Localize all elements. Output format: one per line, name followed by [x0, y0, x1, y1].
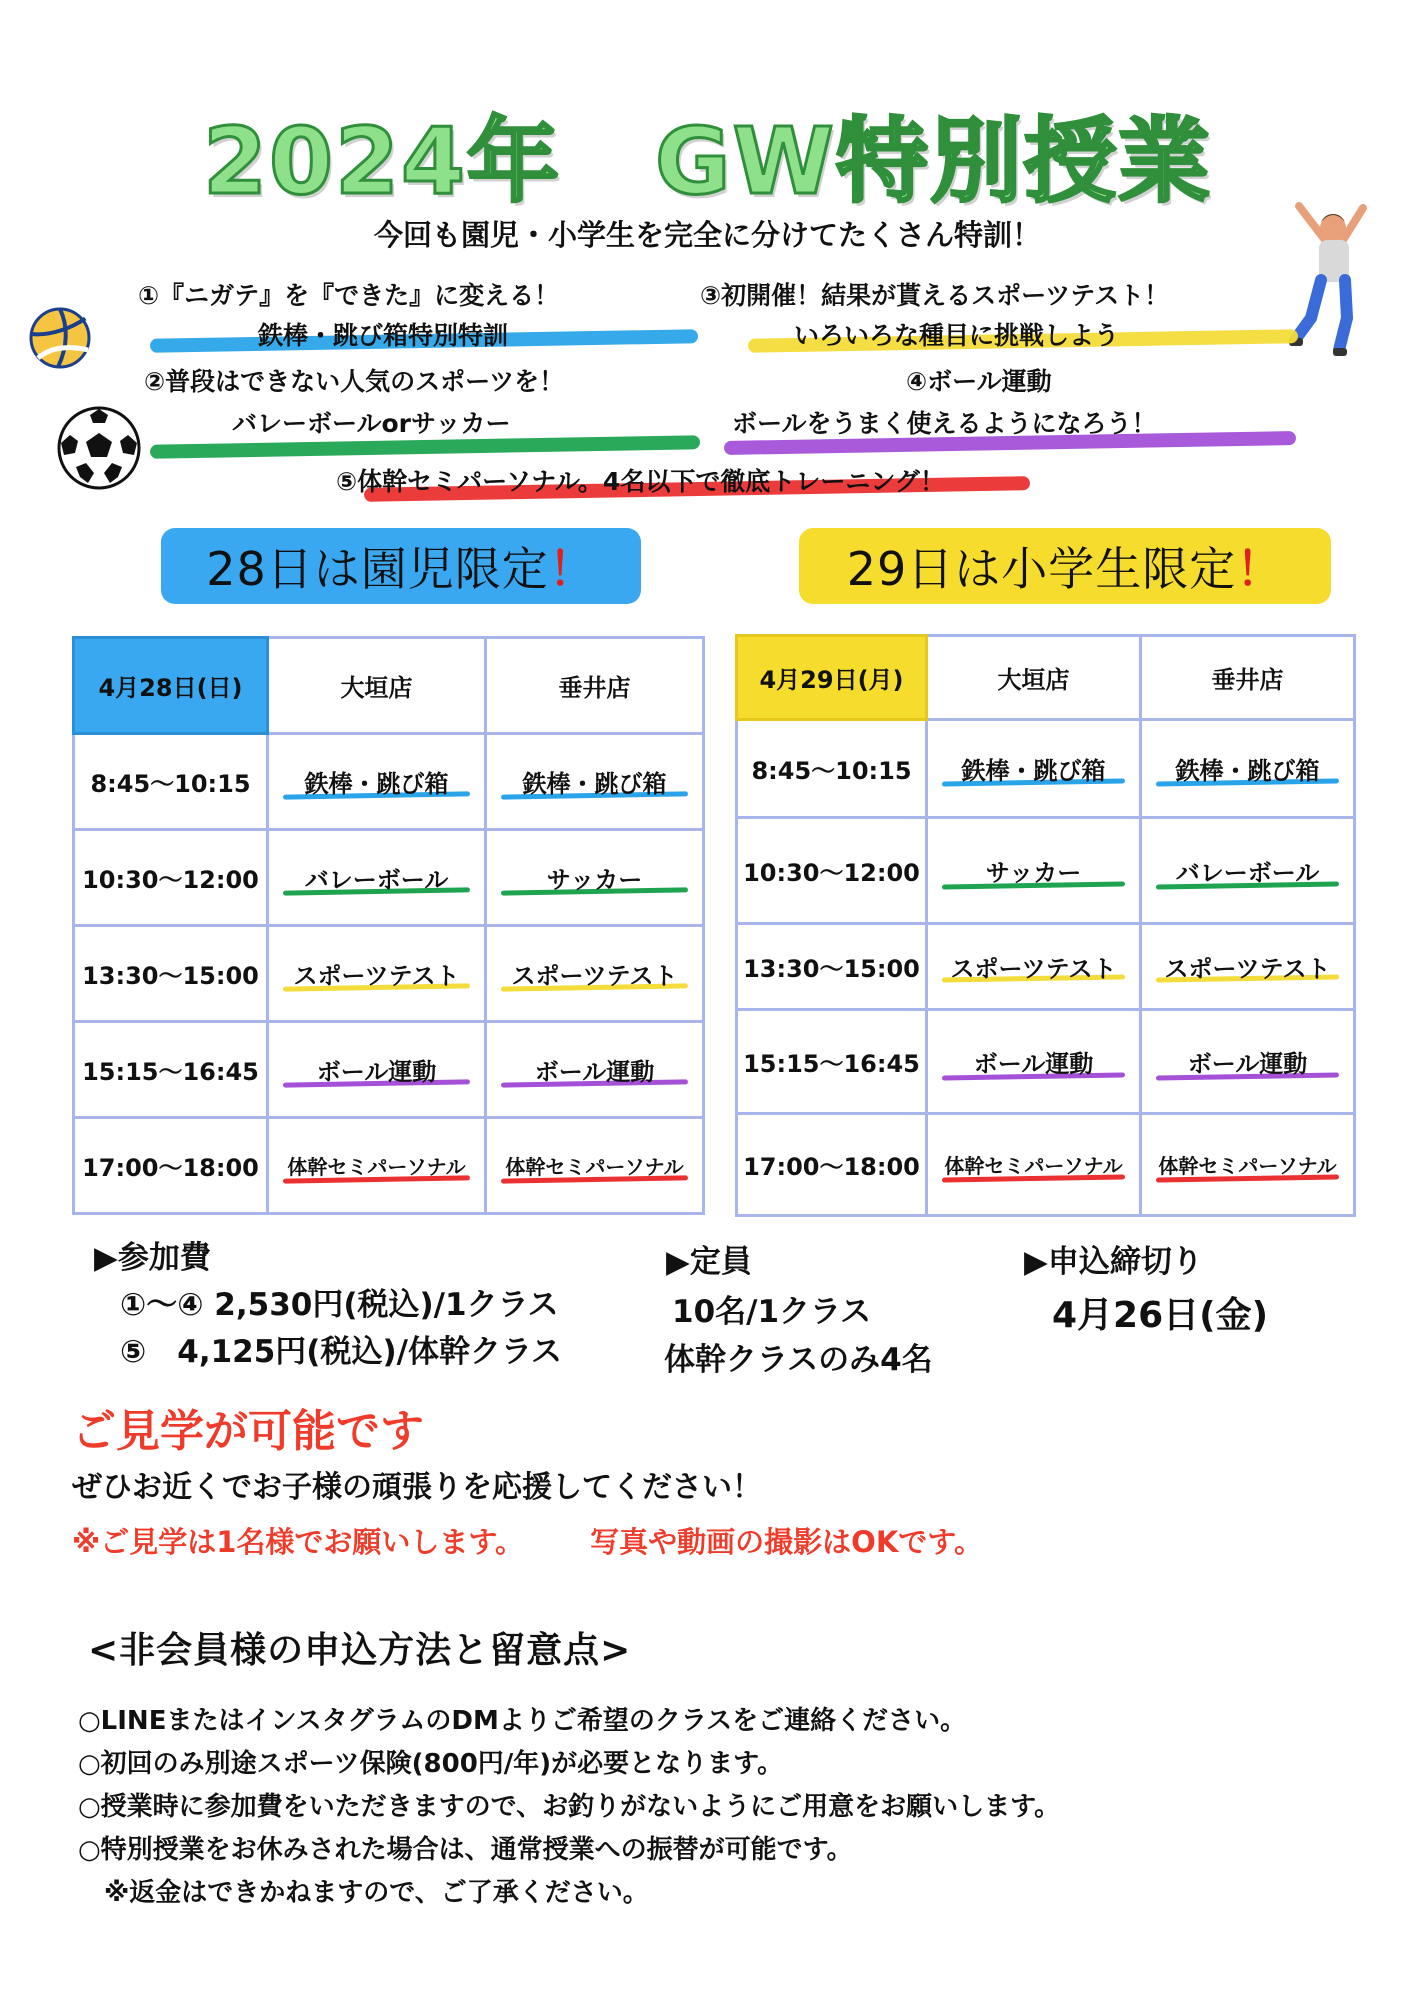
feature-4-sub: ボールをうまく使えるようになろう！: [732, 409, 1157, 438]
visit-heading: ご見学が可能です: [72, 1406, 424, 1457]
table-time: 17:00〜18:00: [74, 1118, 268, 1214]
fee-heading: ▶参加費: [94, 1240, 211, 1276]
table-time: 10:30〜12:00: [737, 818, 927, 924]
table-time: 15:15〜16:45: [737, 1010, 927, 1114]
table-cell: [486, 830, 704, 926]
jumping-person-illustration: [1285, 200, 1375, 360]
table-cell: [927, 818, 1141, 924]
table-cell: [268, 1118, 486, 1214]
soccer-ball-icon: [56, 405, 142, 491]
table-cell: [268, 830, 486, 926]
table-header-store-ogaki: 大垣店: [927, 636, 1141, 720]
page-title: 2024年 GW特別授業: [202, 108, 1213, 215]
table-cell: [486, 1118, 704, 1214]
volleyball-icon: [28, 306, 92, 370]
activity-label: ボール運動: [534, 1058, 655, 1086]
table-cell: [927, 924, 1141, 1010]
list-item: ○LINEまたはインスタグラムのDMよりご希望のクラスをご連絡ください。: [78, 1706, 967, 1736]
list-item: ○初回のみ別途スポーツ保険(800円/年)が必要となります。: [78, 1749, 784, 1779]
table-cell: [1141, 818, 1355, 924]
table-time: 13:30〜15:00: [74, 926, 268, 1022]
list-item: ○授業時に参加費をいただきますので、お釣りがないようにご用意をお願いします。: [78, 1792, 1061, 1822]
table-time: 15:15〜16:45: [74, 1022, 268, 1118]
fee-line-1: ①〜④ 2,530円(税込)/1クラス: [120, 1287, 559, 1323]
activity-label: サッカー: [985, 859, 1082, 887]
activity-label: 体幹セミパーソナル: [944, 1154, 1123, 1178]
table-header-date: 4月29日(月): [737, 636, 927, 720]
activity-label: 体幹セミパーソナル: [287, 1155, 466, 1179]
table-cell: [486, 1022, 704, 1118]
table-cell: [1141, 924, 1355, 1010]
nonmember-heading: <非会員様の申込方法と留意点>: [88, 1630, 632, 1671]
table-header-date: 4月28日(日): [74, 638, 268, 734]
activity-label: ボール運動: [316, 1058, 437, 1086]
table-header-store-tarui: 垂井店: [1141, 636, 1355, 720]
activity-label: 鉄棒・跳び箱: [522, 770, 667, 798]
activity-label: スポーツテスト: [1164, 955, 1331, 983]
list-item: ※返金はできかねますので、ご了承ください。: [78, 1878, 649, 1908]
feature-3-sub: いろいろな種目に挑戦しよう: [794, 321, 1120, 350]
capacity-heading: ▶定員: [666, 1244, 752, 1280]
activity-label: 体幹セミパーソナル: [1158, 1154, 1337, 1178]
activity-label: 鉄棒・跳び箱: [1175, 757, 1320, 785]
feature-5: ⑤体幹セミパーソナル。4名以下で徹底トレーニング！: [336, 467, 945, 496]
table-cell: [927, 720, 1141, 818]
table-cell: [268, 734, 486, 830]
feature-2-sub: バレーボールorサッカー: [232, 409, 511, 438]
feature-1-sub: 鉄棒・跳び箱特別特訓: [258, 321, 509, 350]
visit-notes: [72, 1520, 983, 1561]
day28-label-text: 28日は園児限定: [206, 542, 549, 596]
day28-label-bang: ！: [548, 542, 596, 596]
capacity-line-2: 体幹クラスのみ4名: [664, 1342, 933, 1378]
schedule-table-29: [735, 634, 1356, 1217]
activity-label: ボール運動: [1187, 1050, 1308, 1078]
day28-label: [161, 528, 641, 604]
table-cell: [1141, 1114, 1355, 1216]
activity-label: 体幹セミパーソナル: [505, 1155, 684, 1179]
table-cell: [1141, 720, 1355, 818]
feature-1-title: ①『ニガテ』を『できた』に変える！: [138, 281, 560, 310]
activity-label: バレーボール: [1175, 859, 1320, 887]
table-time: 8:45〜10:15: [737, 720, 927, 818]
table-cell: [1141, 1010, 1355, 1114]
activity-label: 鉄棒・跳び箱: [961, 757, 1106, 785]
visit-cheer: ぜひお近くでお子様の頑張りを応援してください！: [72, 1470, 762, 1505]
schedule-table-28: [72, 636, 705, 1215]
feature-4-title: ④ボール運動: [906, 367, 1052, 396]
visit-note-2: 写真や動画の撮影はOKです。: [590, 1525, 983, 1559]
activity-label: バレーボール: [304, 866, 449, 894]
activity-label: サッカー: [546, 866, 643, 894]
activity-label: スポーツテスト: [293, 962, 460, 990]
feature-3-title: ③初開催！結果が貰えるスポーツテスト！: [700, 281, 1170, 310]
feature-2-title: ②普段はできない人気のスポーツを！: [144, 367, 565, 396]
table-cell: [486, 926, 704, 1022]
table-time: 8:45〜10:15: [74, 734, 268, 830]
table-time: 10:30〜12:00: [74, 830, 268, 926]
nonmember-list: [78, 1700, 1060, 1915]
table-cell: [927, 1114, 1141, 1216]
fee-line-2: ⑤ 4,125円(税込)/体幹クラス: [120, 1334, 563, 1370]
capacity-line-1: 10名/1クラス: [672, 1294, 872, 1330]
activity-label: ボール運動: [973, 1050, 1094, 1078]
table-header-store-tarui: 垂井店: [486, 638, 704, 734]
table-cell: [268, 1022, 486, 1118]
table-cell: [486, 734, 704, 830]
activity-label: 鉄棒・跳び箱: [304, 770, 449, 798]
subtitle: 今回も園児・小学生を完全に分けてたくさん特訓！: [373, 218, 1041, 252]
day29-label-text: 29日は小学生限定: [846, 542, 1237, 596]
day29-label-bang: ！: [1236, 542, 1284, 596]
visit-note-1: ※ご見学は1名様でお願いします。: [72, 1525, 525, 1559]
list-item: ○特別授業をお休みされた場合は、通常授業への振替が可能です。: [78, 1835, 853, 1865]
table-header-store-ogaki: 大垣店: [268, 638, 486, 734]
deadline-heading: ▶申込締切り: [1024, 1244, 1203, 1280]
deadline-date: 4月26日(金): [1052, 1295, 1269, 1336]
table-time: 17:00〜18:00: [737, 1114, 927, 1216]
day29-label: [799, 528, 1331, 604]
table-cell: [268, 926, 486, 1022]
activity-label: スポーツテスト: [511, 962, 678, 990]
table-cell: [927, 1010, 1141, 1114]
table-time: 13:30〜15:00: [737, 924, 927, 1010]
activity-label: スポーツテスト: [950, 955, 1117, 983]
